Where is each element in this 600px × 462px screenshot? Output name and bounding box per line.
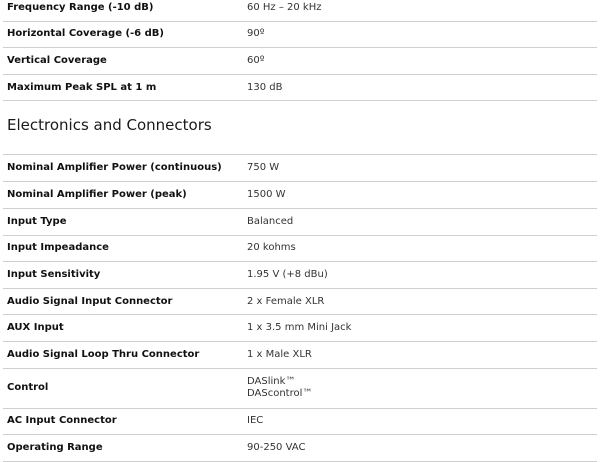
section-heading [3, 101, 597, 155]
spec-value: IEC [245, 408, 597, 435]
spec-label: Audio Signal Input Connector [3, 288, 245, 315]
table-row [3, 342, 597, 369]
table-row [3, 74, 597, 101]
spec-label: Input Impeadance [3, 235, 245, 262]
spec-label: Maximum Peak SPL at 1 m [3, 74, 245, 101]
spec-label: Nominal Amplifier Power (continuous) [3, 155, 245, 182]
table-row [3, 0, 597, 21]
spec-label: Input Type [3, 209, 245, 236]
table-row [3, 48, 597, 75]
table-row [3, 182, 597, 209]
spec-label: Horizontal Coverage (-6 dB) [3, 21, 245, 48]
table-row [3, 235, 597, 262]
table-row [3, 155, 597, 182]
spec-value: Balanced [245, 209, 597, 236]
spec-label: Frequency Range (-10 dB) [3, 0, 245, 21]
electronics-spec-table [3, 155, 597, 461]
spec-label: AUX Input [3, 315, 245, 342]
spec-value-line: DAScontrol™ [247, 388, 313, 400]
spec-label: Operating Range [3, 435, 245, 462]
acoustic-spec-table [3, 0, 597, 101]
spec-value: 1.95 V (+8 dBu) [245, 262, 597, 289]
table-row [3, 435, 597, 462]
spec-value [245, 368, 597, 408]
table-row [3, 408, 597, 435]
spec-value: 1 x 3.5 mm Mini Jack [245, 315, 597, 342]
spec-value-line: DASlink™ [247, 376, 296, 388]
table-row [3, 262, 597, 289]
spec-value: 90º [245, 21, 597, 48]
table-row [3, 209, 597, 236]
spec-label: Audio Signal Loop Thru Connector [3, 342, 245, 369]
spec-label: AC Input Connector [3, 408, 245, 435]
spec-value: 130 dB [245, 74, 597, 101]
spec-value: 90-250 VAC [245, 435, 597, 462]
table-row [3, 21, 597, 48]
table-row [3, 288, 597, 315]
table-row [3, 368, 597, 408]
spec-value: 2 x Female XLR [245, 288, 597, 315]
spec-label: Vertical Coverage [3, 48, 245, 75]
spec-value: 1 x Male XLR [245, 342, 597, 369]
spec-value: 1500 W [245, 182, 597, 209]
spec-value: 60 Hz – 20 kHz [245, 0, 597, 21]
spec-label: Nominal Amplifier Power (peak) [3, 182, 245, 209]
spec-value: 750 W [245, 155, 597, 182]
section-title-text: Electronics and Connectors [7, 116, 212, 135]
spec-label: Input Sensitivity [3, 262, 245, 289]
spec-value: 60º [245, 48, 597, 75]
table-row [3, 315, 597, 342]
spec-label: Control [3, 368, 245, 408]
spec-value: 20 kohms [245, 235, 597, 262]
